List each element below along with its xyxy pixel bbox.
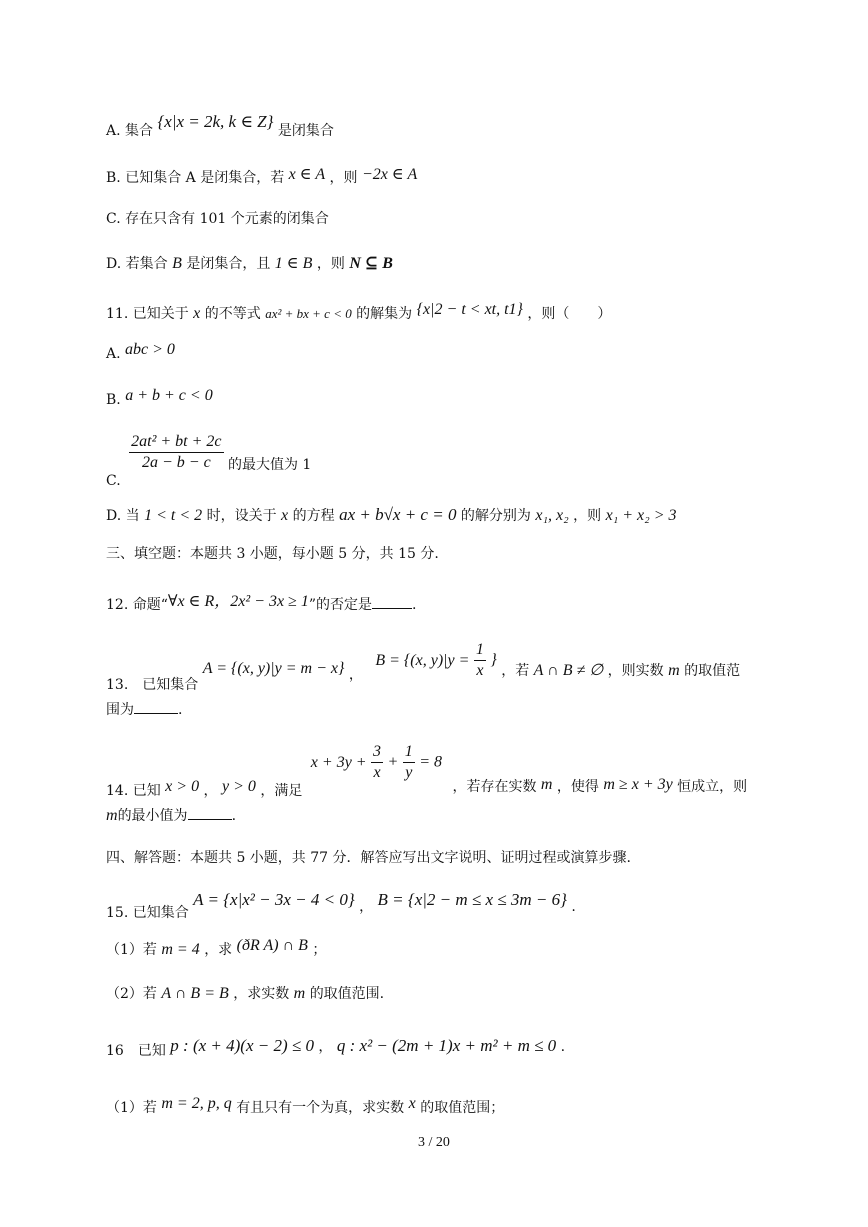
option-label: C.: [106, 472, 121, 489]
q14-line2: [106, 806, 236, 826]
question-text: 有且只有一个为真，求实数: [236, 1100, 405, 1116]
question-text: 恒成立，则: [677, 778, 748, 795]
question-number: 13. 已知集合: [106, 676, 199, 693]
math-expr: B: [172, 255, 182, 272]
q11-stem: [106, 301, 612, 324]
question-text: .: [178, 702, 183, 718]
question-text: ；: [312, 942, 327, 958]
math-expr: x₁, x₂: [535, 507, 569, 524]
math-expr: (ðR A) ∩ B: [236, 937, 308, 954]
question-text: .: [231, 808, 237, 824]
fraction-denominator: x: [476, 662, 484, 679]
math-expr: x + 3y +: [310, 753, 367, 771]
q11-option-b: [106, 387, 213, 410]
set-notation: B = {(x, y)|y =: [375, 651, 470, 669]
math-expr: −2x ∈ A: [362, 166, 418, 183]
answer-blank[interactable]: [134, 713, 178, 714]
option-text: ，则: [329, 170, 358, 186]
q15-part2: [106, 984, 384, 1004]
option-text: ，则: [316, 256, 345, 272]
math-expr: 1 ∈ B: [274, 255, 313, 272]
question-text: ”的否定是: [308, 597, 373, 613]
math-expr: ∀x ∈ R，2x² − 3x ≥ 1: [167, 593, 309, 610]
fraction-numerator: 2at² + bt + 2c: [129, 432, 223, 453]
option-text: 的最大值为 1: [227, 456, 312, 473]
question-number: 12. 命题“: [106, 597, 168, 613]
page-number: 3 / 20: [418, 1135, 450, 1150]
math-expr: 1 < t < 2: [144, 507, 203, 524]
fraction-denominator: y: [405, 764, 413, 781]
math-expr: x₁ + x₂ > 3: [605, 507, 677, 524]
fraction-numerator: 3: [371, 742, 383, 763]
q13: [106, 640, 741, 693]
question-text: .: [412, 597, 417, 613]
option-text: 时，设关于: [206, 508, 277, 524]
q14: [106, 742, 748, 799]
math-expr: +: [387, 753, 399, 771]
answer-blank[interactable]: [188, 819, 232, 820]
math-expr: A ∩ B = B: [161, 985, 229, 1002]
math-expr: m: [106, 807, 118, 824]
question-text: ，: [348, 666, 363, 683]
question-text: ，则（ ）: [527, 306, 612, 322]
fraction: [403, 742, 415, 783]
set-notation: A = {x|x² − 3x − 4 < 0}: [193, 890, 355, 909]
math-expr: x > 0: [165, 777, 200, 795]
question-text: ，若存在实数: [452, 778, 537, 795]
question-number: 16 已知: [106, 1043, 166, 1059]
q11-option-d: [106, 505, 677, 526]
math-expr: q : x² − (2m + 1)x + m² + m ≤ 0: [336, 1036, 557, 1055]
question-text: 围为: [106, 702, 134, 718]
math-expr: a + b + c < 0: [125, 387, 213, 404]
fraction: [129, 432, 223, 473]
math-expr: m = 4: [161, 941, 200, 958]
set-notation: }: [490, 651, 497, 669]
option-text: ，则: [573, 508, 602, 524]
math-expr: abc > 0: [125, 341, 175, 358]
question-number: 14. 已知: [106, 782, 161, 799]
math-expr: p : (x + 4)(x − 2) ≤ 0: [170, 1036, 314, 1055]
question-text: .: [571, 899, 576, 915]
q10-option-b: [106, 168, 417, 188]
option-label: A.: [106, 346, 121, 362]
math-expr: m ≥ x + 3y: [603, 775, 673, 793]
question-text: ，求: [204, 942, 233, 958]
question-text: ，满足: [260, 782, 303, 799]
math-expr: x: [193, 305, 201, 322]
math-expr: N ⊆ B: [349, 255, 393, 272]
set-notation: B = {x|2 − m ≤ x ≤ 3m − 6}: [377, 890, 567, 909]
question-number: 15. 已知集合: [106, 905, 189, 921]
question-text: 的取值范围；: [420, 1100, 505, 1116]
q15-stem: [106, 890, 576, 921]
question-text: 的解集为: [356, 306, 413, 322]
option-label: D. 当: [106, 508, 140, 524]
option-text: 的方程: [292, 508, 335, 524]
part-label: （1）若: [106, 1100, 157, 1116]
math-expr: ax + b√x + c = 0: [339, 505, 457, 524]
q11-option-c: [106, 432, 312, 489]
q12: [106, 595, 416, 615]
math-expr: A ∩ B ≠ ∅: [533, 661, 604, 679]
option-label: A. 集合: [106, 123, 154, 139]
option-label: D. 若集合: [106, 256, 168, 272]
q10-option-a: [106, 112, 334, 141]
question-text: 的最小值为: [117, 808, 188, 824]
question-text: ，求实数: [233, 986, 290, 1002]
math-expr: ax² + bx + c < 0: [265, 306, 352, 321]
fraction-numerator: 1: [403, 742, 415, 763]
option-label: B. 已知集合 A 是闭集合，若: [106, 170, 285, 186]
option-text: 的解分别为: [460, 508, 531, 524]
fraction-denominator: x: [373, 764, 381, 781]
question-text: ，: [203, 782, 218, 799]
q16-stem: [106, 1036, 565, 1057]
set-notation: {x|2 − t < xt, t1}: [416, 301, 523, 318]
question-text: ，: [318, 1039, 333, 1055]
option-text: 是闭集合，且: [186, 256, 271, 272]
answer-blank[interactable]: [372, 608, 412, 609]
question-text: 的取值范: [684, 662, 741, 679]
set-notation: {x|x = 2k, k ∈ Z}: [157, 112, 274, 131]
option-label: B.: [106, 392, 121, 408]
question-text: .: [560, 1039, 566, 1055]
math-expr: y > 0: [221, 777, 256, 795]
option-text: C. 存在只含有 101 个元素的闭集合: [106, 211, 329, 227]
math-expr: m: [293, 985, 306, 1002]
math-expr: m: [540, 775, 553, 793]
fraction: [474, 640, 486, 681]
option-text: 是闭集合: [277, 123, 334, 139]
part-label: （1）若: [106, 942, 157, 958]
q10-option-c: [106, 209, 329, 229]
q13-line2: [106, 700, 182, 720]
question-text: ，使得: [556, 778, 599, 795]
section-heading-solutions: 四、解答题：本题共 5 小题，共 77 分．解答应写出文字说明、证明过程或演算步骤.: [106, 850, 631, 866]
math-expr: m = 2, p, q: [161, 1095, 232, 1112]
q10-option-d: [106, 254, 393, 274]
question-text: ，则实数: [607, 662, 664, 679]
q15-part1: [106, 937, 327, 960]
question-number: 11. 已知关于: [106, 306, 189, 322]
question-text: ，若: [501, 662, 530, 679]
set-notation: A = {(x, y)|y = m − x}: [202, 659, 345, 677]
math-expr: = 8: [419, 753, 442, 771]
section-heading-fill-in: 三、填空题：本题共 3 小题，每小题 5 分，共 15 分.: [106, 546, 439, 562]
q11-option-a: [106, 341, 175, 364]
question-text: 的取值范围.: [309, 986, 385, 1002]
math-expr: x: [408, 1095, 416, 1112]
fraction-numerator: 1: [474, 640, 486, 661]
question-text: 的不等式: [204, 306, 261, 322]
math-expr: x: [281, 507, 289, 524]
math-expr: m: [668, 661, 680, 679]
question-text: ，: [359, 899, 374, 915]
part-label: （2）若: [106, 986, 157, 1002]
fraction: [371, 742, 383, 783]
fraction-denominator: 2a − b − c: [141, 454, 211, 471]
math-expr: x ∈ A: [288, 166, 326, 183]
q16-part1: [106, 1095, 505, 1118]
